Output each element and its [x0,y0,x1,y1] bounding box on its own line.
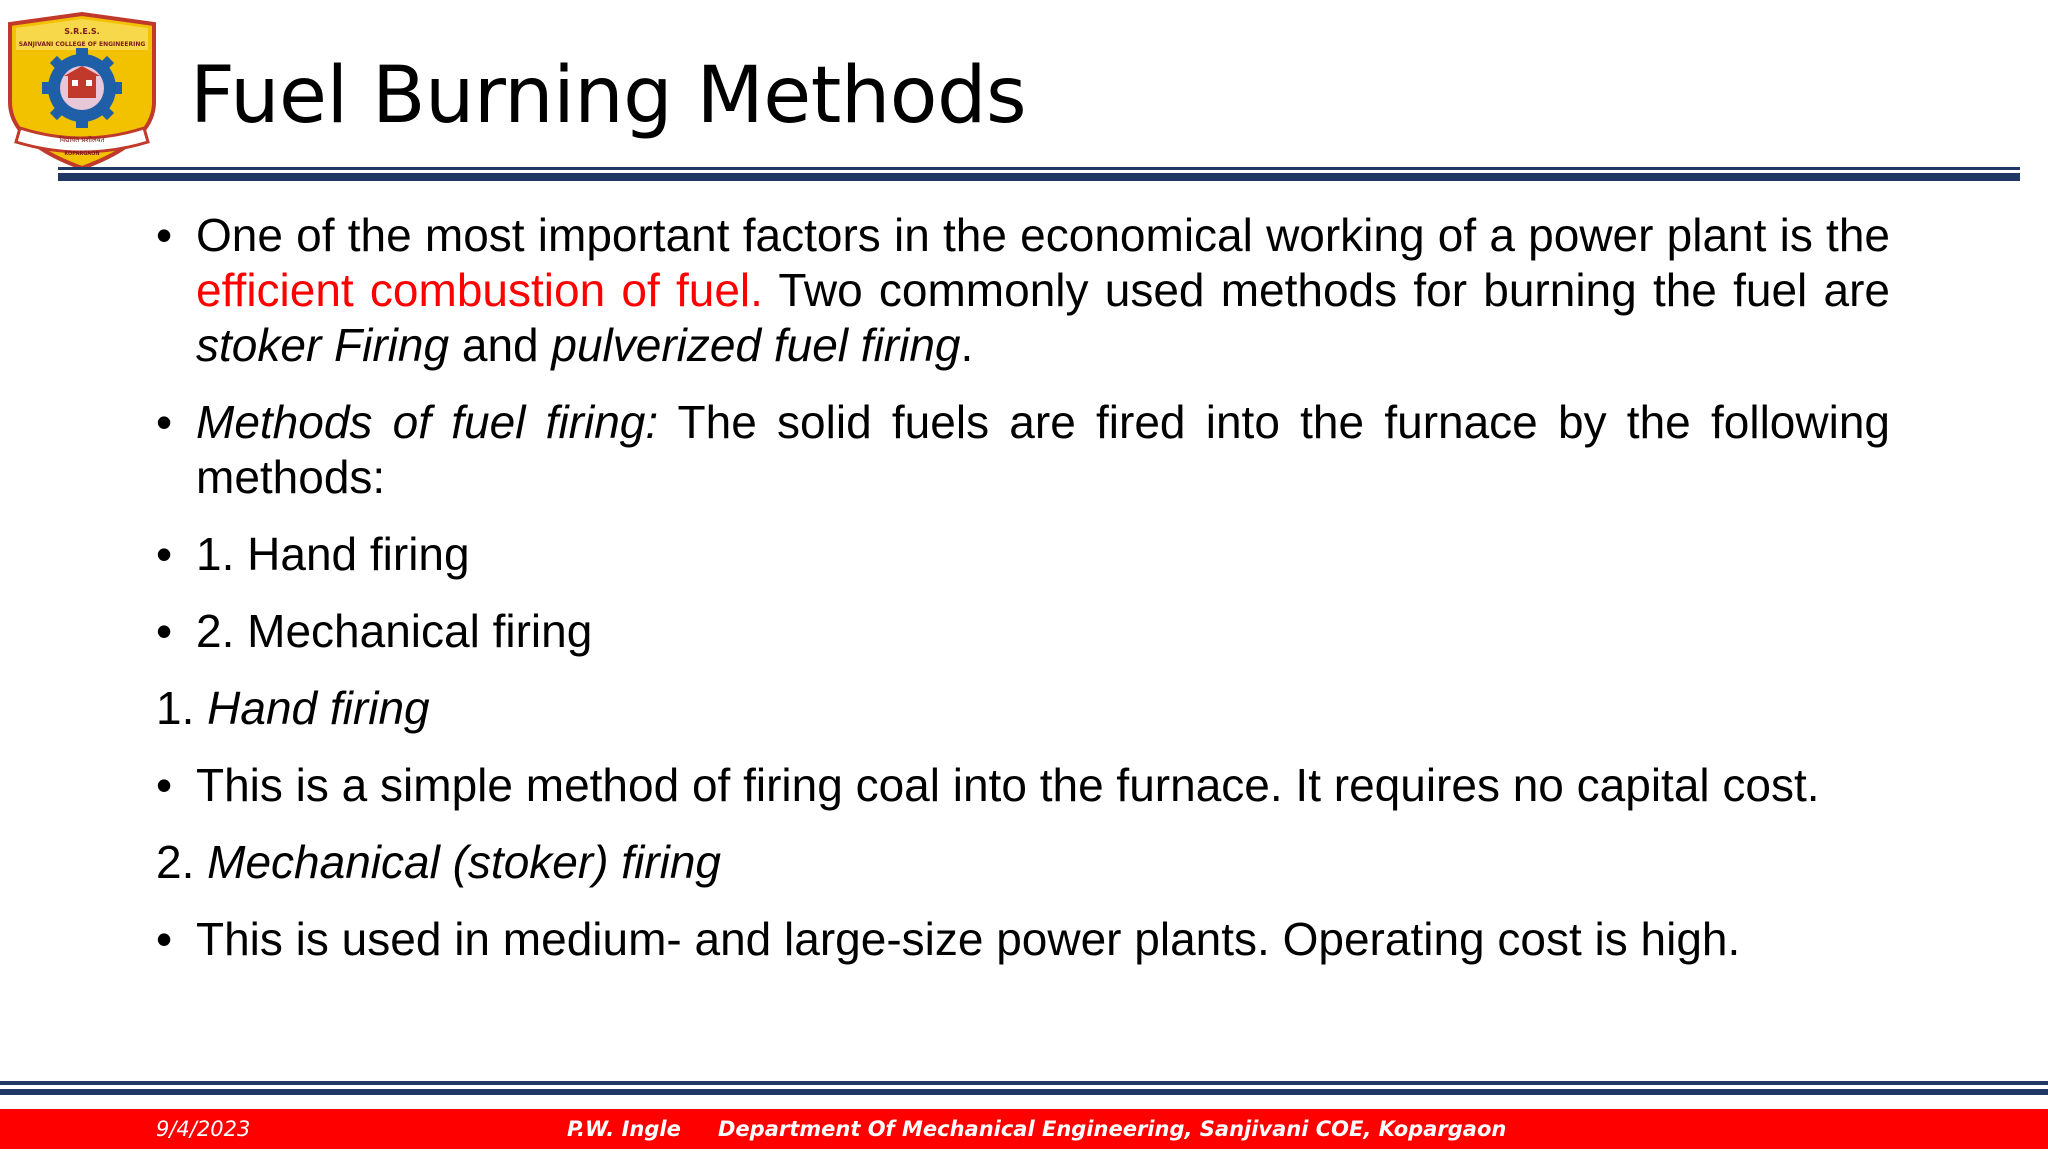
bullet-item-hand-firing-desc [156,758,1890,813]
section-heading-mechanical-firing [156,835,1890,890]
methods-text: The solid fuels are fired into the furnace by the following methods: [196,396,1890,503]
mechanical-firing-description: This is used in medium- and large-size power plants. Operating cost is high. [196,913,1741,965]
footer-department: Department Of Mechanical Engineering, Sanjivani COE, Kopargaon [718,1117,1507,1141]
combustion-text-d: . [960,319,974,371]
term-methods-of-fuel-firing: Methods of fuel firing: [196,396,659,448]
section-heading-hand-firing [156,681,1890,736]
college-logo [2,10,164,170]
bullet-dot: • [156,396,173,448]
bullet-item-mechanical-firing [156,604,1890,659]
mechanical-firing-text: 2. Mechanical firing [196,605,593,657]
section-number: 2. [156,836,208,888]
footer-author: P.W. Ingle [567,1117,681,1141]
logo-arc-text: SANJIVANI COLLEGE OF ENGINEERING [18,41,146,48]
term-stoker-firing: stoker Firing [196,319,450,371]
section-number: 1. [156,682,208,734]
section-title: Hand firing [207,682,430,734]
combustion-text-c: and [449,319,552,371]
bullet-item-combustion [156,208,1890,373]
logo-top-text: S.R.E.S. [64,27,100,36]
footer-date: 9/4/2023 [156,1117,251,1141]
bullet-item-methods [156,395,1890,505]
bullet-dot: • [156,605,173,657]
logo-ribbon-text: विद्यावंत प्रशीलवंत [59,136,105,144]
bullet-item-hand-firing [156,527,1890,582]
header-divider-thick [58,173,2020,181]
bullet-item-mechanical-firing-desc [156,912,1890,967]
page-title: Fuel Burning Methods [190,51,1027,141]
bullet-dot: • [156,913,173,965]
combustion-text-a: One of the most important factors in the economical working of a power plant is the [196,209,1890,261]
footer-bar [0,1106,2048,1149]
hand-firing-text: 1. Hand firing [196,528,470,580]
footer-divider-thin [0,1081,2048,1085]
hand-firing-description: This is a simple method of firing coal into the furnace. It requires no capital cost. [196,759,1820,811]
bullet-dot: • [156,209,173,261]
highlight-efficient-combustion: efficient combustion of fuel. [196,264,763,316]
bullet-dot: • [156,528,173,580]
bullet-dot: • [156,759,173,811]
logo-bottom-text: KOPARGAON [64,151,100,157]
footer-divider-thick [0,1089,2048,1095]
slide-body [156,208,1890,967]
combustion-text-b: Two commonly used methods for burning the fuel are [762,264,1890,316]
college-emblem-icon [2,10,164,170]
header-divider-thin [58,167,2020,170]
section-title: Mechanical (stoker) firing [207,836,721,888]
term-pulverized-fuel-firing: pulverized fuel firing [551,319,961,371]
